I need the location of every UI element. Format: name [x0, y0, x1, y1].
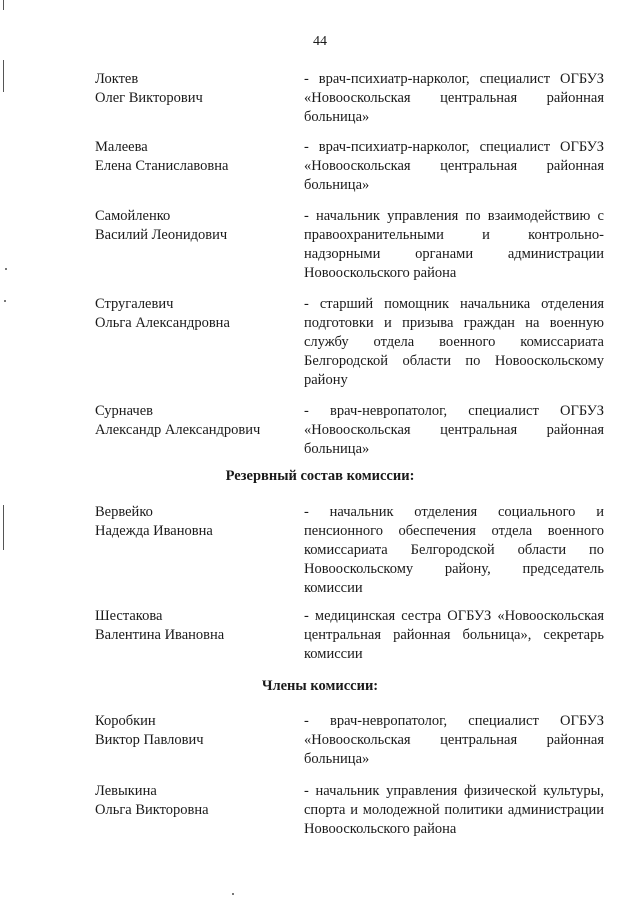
person-name [95, 70, 295, 108]
surname: Коробкин [95, 713, 156, 729]
surname: Малеева [95, 139, 148, 155]
surname: Вервейко [95, 504, 153, 520]
person-name [95, 138, 295, 176]
person-name [95, 782, 295, 820]
given-names: Ольга Александровна [95, 315, 230, 331]
person-role: - медицинская сестра ОГБУЗ «Новооскольская центральная районная больница», секретарь комиссии [304, 608, 604, 662]
given-names: Надежда Ивановна [95, 523, 213, 539]
person-role: - начальник управления по взаимодействию с правоохранительными и контрольно-надзорными органами администрации Новооскольского района [304, 208, 604, 281]
given-names: Олег Викторович [95, 90, 203, 106]
person-role: - врач-невропатолог, специалист ОГБУЗ «Новооскольская центральная районная больница» [304, 713, 604, 767]
person-name [95, 207, 295, 245]
person-role: - врач-психиатр-нарколог, специалист ОГБУЗ «Новооскольская центральная районная больница» [304, 139, 604, 193]
surname: Самойленко [95, 208, 171, 224]
person-name [95, 295, 295, 333]
person-role: - врач-невропатолог, специалист ОГБУЗ «Новооскольская центральная районная больница» [304, 403, 604, 457]
given-names: Александр Александрович [95, 422, 261, 438]
given-names: Ольга Викторовна [95, 802, 209, 818]
person-role: - врач-психиатр-нарколог, специалист ОГБУЗ «Новооскольская центральная районная больница» [304, 71, 604, 125]
scan-speck [232, 893, 234, 895]
scan-margin-dot [5, 268, 7, 270]
surname: Стругалевич [95, 296, 174, 312]
given-names: Валентина Ивановна [95, 627, 225, 643]
given-names: Виктор Павлович [95, 732, 204, 748]
surname: Локтев [95, 71, 139, 87]
scan-margin-dot [4, 300, 6, 302]
members-section-title: Члены комиссии: [261, 678, 379, 694]
reserve-section-title: Резервный состав комиссии: [225, 468, 415, 484]
person-role: - начальник управления физической культуры, спорта и молодежной политики администрации Новооскольского района [304, 783, 604, 837]
person-role: - начальник отделения социального и пенсионного обеспечения отдела военного комиссариата Белгородской области по Новооскольскому району, председатель комиссии [304, 504, 604, 596]
page-number: 44 [313, 34, 327, 49]
given-names: Василий Леонидович [95, 227, 228, 243]
surname: Левыкина [95, 783, 157, 799]
scan-margin-mark [3, 0, 4, 10]
scan-margin-mark [3, 505, 4, 550]
person-name [95, 503, 295, 541]
given-names: Елена Станиславовна [95, 158, 229, 174]
scan-margin-mark [3, 60, 4, 92]
person-name [95, 607, 295, 645]
person-role: - старший помощник начальника отделения подготовки и призыва граждан на военную службу отдела военного комиссариата Белгородской области по Новооскольскому району [304, 296, 604, 388]
surname: Сурначев [95, 403, 153, 419]
surname: Шестакова [95, 608, 163, 624]
person-name [95, 402, 295, 440]
person-name [95, 712, 295, 750]
